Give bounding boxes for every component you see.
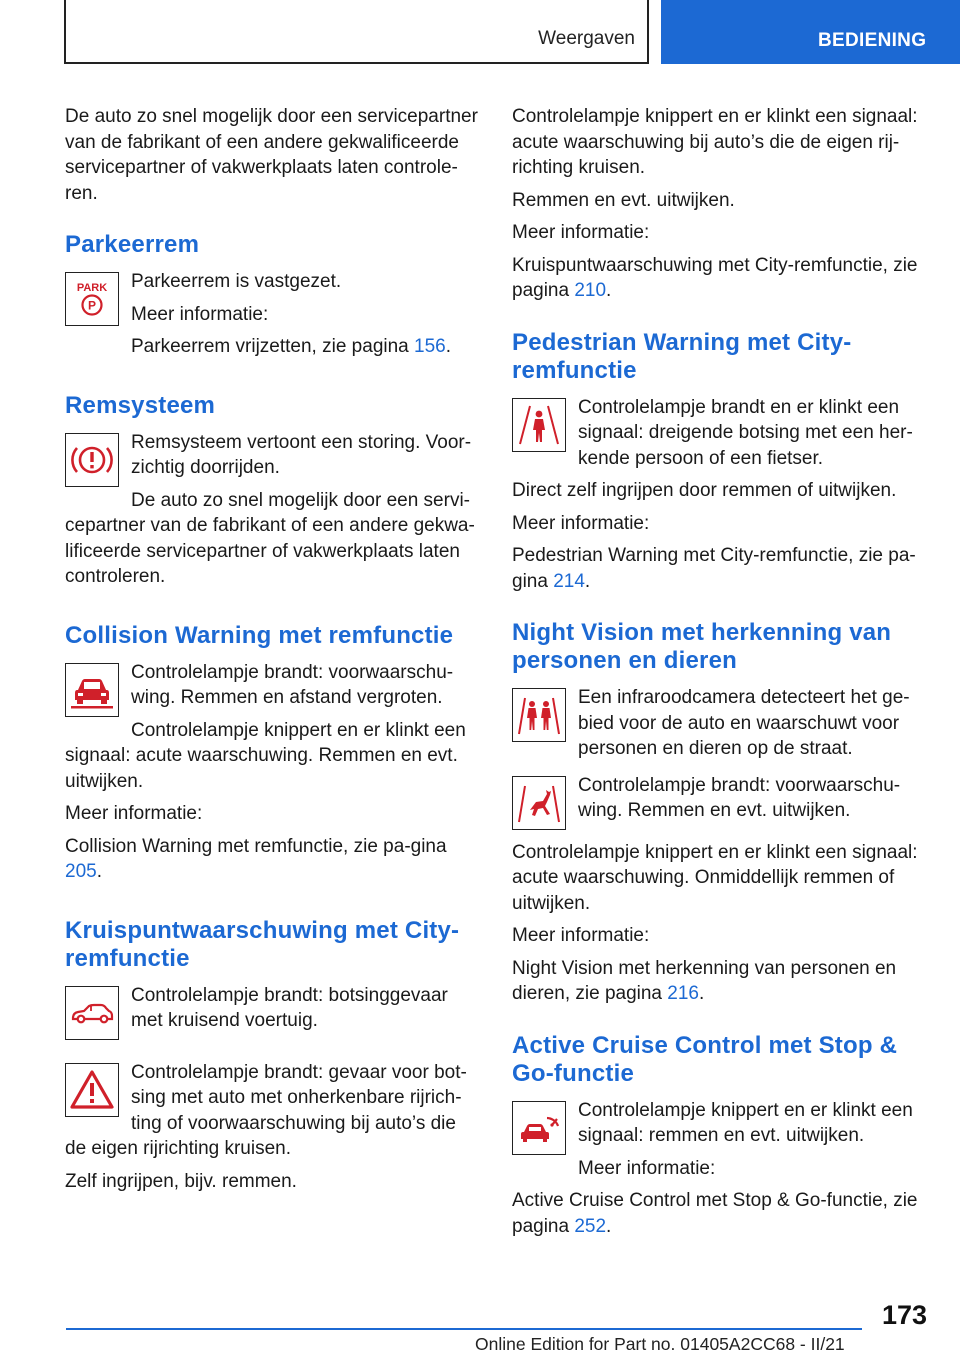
nightvision-text-5: Night Vision met herkenning van personen en dieren, zie pagina 216. (512, 957, 897, 1004)
nightvision-text-1: Een infraroodcamera detecteert het ge-bied voor de auto en waarschuwt voor personen en dieren op de straat. (578, 687, 910, 759)
footer-edition: Online Edition for Part no. 01405A2CC68 - II/21 (475, 1334, 845, 1354)
heading-night-vision: Night Vision met herkenning van personen en dieren (512, 619, 892, 674)
page-link-205[interactable]: 205 (65, 861, 97, 882)
cruise-control-icon (512, 1101, 566, 1155)
page-link-252[interactable]: 252 (574, 1215, 607, 1237)
chapter-tab[interactable]: BEDIENING (661, 0, 960, 64)
parkeerrem-text-2: Meer informatie: (131, 303, 269, 325)
collision-text-4: Collision Warning met remfunctie, zie pa-gina 205. (65, 835, 447, 882)
pedestrian-text-3: Meer informatie: (512, 512, 650, 534)
svg-text:P: P (87, 298, 97, 313)
page-link-156[interactable]: 156 (414, 336, 446, 357)
heading-collision-warning: Collision Warning met remfunctie (65, 621, 454, 649)
animal-warning-icon (512, 776, 566, 830)
acc-text-3: Active Cruise Control met Stop & Go-functie, zie pagina 252. (512, 1190, 918, 1237)
right-column (512, 104, 928, 1246)
page-number: 173 (881, 1300, 927, 1330)
svg-text:PARK: PARK (76, 282, 108, 294)
parkeerrem-text-1: Parkeerrem is vastgezet. (131, 271, 342, 292)
collision-text-1: Controlelampje brandt: voorwaarschu-wing. Remmen en afstand vergroten. (131, 661, 454, 708)
right-intro-4: Kruispuntwaarschuwing met City-remfunctie, zie pagina 210. (512, 254, 918, 301)
nightvision-text-4: Meer informatie: (512, 925, 650, 946)
footer-divider (66, 1328, 862, 1330)
heading-active-cruise-control: Active Cruise Control met Stop & Go-functie (512, 1031, 898, 1087)
pedestrian-text-2: Direct zelf ingrijpen door remmen of uitwijken. (512, 480, 897, 501)
kruispunt-text-2: Controlelampje brandt: gevaar voor bot-sing met auto met onherkenbare rijrich-ting of voorwaarschuwing bij auto’s die de eigen rijrichting kruisen. (65, 1061, 467, 1159)
persons-icon (512, 688, 566, 742)
warning-triangle-icon (65, 1063, 119, 1117)
remsysteem-text-1: Remsysteem vertoont een storing. Voor-zichtig doorrijden. (131, 431, 472, 478)
acc-text-2: Meer informatie: (578, 1157, 716, 1179)
brake-system-icon (65, 433, 119, 487)
heading-parkeerrem: Parkeerrem (65, 231, 200, 258)
acc-text-1: Controlelampje knippert en er klinkt een signaal: remmen en evt. uitwijken. (578, 1099, 913, 1146)
heading-remsysteem: Remsysteem (65, 391, 216, 419)
nightvision-text-2: Controlelampje brandt: voorwaarschu-wing. Remmen en evt. uitwijken. (578, 774, 901, 821)
section-title: Weergaven (538, 28, 635, 49)
right-intro-2: Remmen en evt. uitwijken. (512, 189, 735, 211)
page-link-210[interactable]: 210 (574, 280, 607, 301)
left-column (65, 104, 481, 1201)
remsysteem-text-2: De auto zo snel mogelijk door een servi-cepartner van de fabrikant of een andere gekwa-lificeerde servicepartner of vakwerkplaats laten controleren. (65, 489, 475, 587)
kruispunt-text-1: Controlelampje brandt: botsinggevaar met kruisend voertuig. (131, 984, 448, 1031)
intro-text: De auto zo snel mogelijk door een servicepartner van de fabrikant of een andere gekwalificeerde servicepartner of vakwerkplaats laten controle-ren. (65, 106, 478, 204)
collision-text-2: Controlelampje knippert en er klinkt een signaal: acute waarschuwing. Remmen en evt. uitwijken. (65, 719, 466, 792)
pedestrian-text-1: Controlelampje brandt en er klinkt een signaal: dreigende botsing met een her-kende persoon of een fietser. (578, 396, 913, 469)
park-brake-icon (65, 272, 119, 326)
crossing-car-icon (65, 986, 119, 1040)
pedestrian-text-4: Pedestrian Warning met City-remfunctie, zie pa-gina 214. (512, 545, 916, 592)
heading-kruispuntwaarschuwing: Kruispuntwaarschuwing met City-remfunctie (65, 916, 460, 972)
parkeerrem-text-3: Parkeerrem vrijzetten, zie pagina 156. (131, 336, 451, 357)
collision-text-3: Meer informatie: (65, 803, 203, 824)
nightvision-text-3: Controlelampje knippert en er klinkt een signaal: acute waarschuwing. Onmiddellijk remmen of uitwijken. (512, 841, 918, 914)
right-intro-3: Meer informatie: (512, 222, 650, 243)
right-intro-1: Controlelampje knippert en er klinkt een signaal: acute waarschuwing bij auto’s die de eigen rij-richting kruisen. (512, 106, 918, 178)
heading-pedestrian-warning: Pedestrian Warning met City-remfunctie (512, 328, 852, 384)
collision-warning-icon (65, 663, 119, 717)
kruispunt-text-3: Zelf ingrijpen, bijv. remmen. (65, 1170, 297, 1192)
page-link-216[interactable]: 216 (667, 983, 699, 1004)
page-link-214[interactable]: 214 (553, 570, 585, 592)
pedestrian-warning-icon (512, 398, 566, 452)
